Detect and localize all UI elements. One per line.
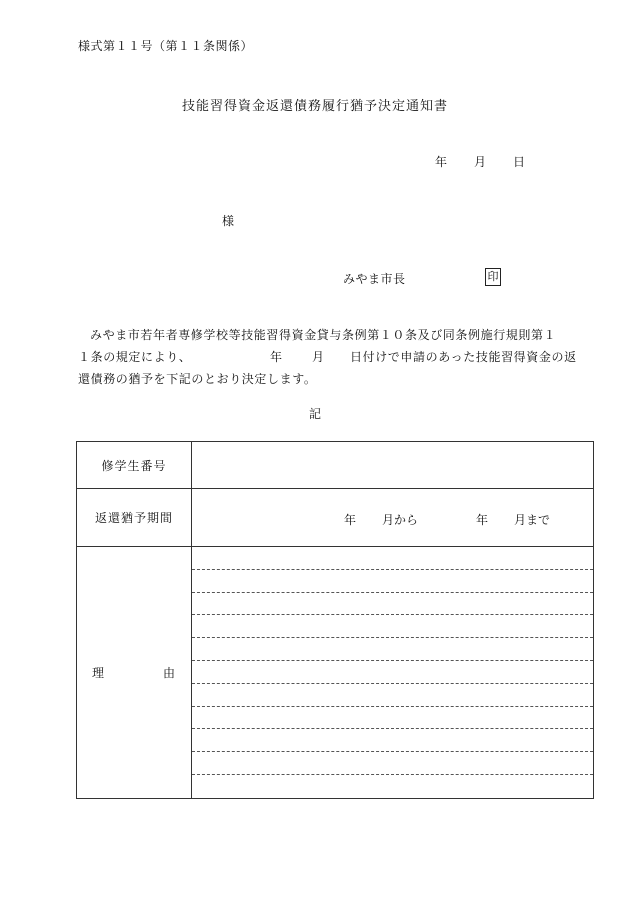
date-year-label: 年 <box>435 155 448 169</box>
body-line-2 <box>78 346 598 368</box>
body-line-2-start: １条の規定により、 <box>78 350 192 364</box>
reason-field[interactable] <box>192 547 594 799</box>
period-to-month: 月まで <box>514 513 551 527</box>
date-month-label: 月 <box>474 155 487 169</box>
student-number-label: 修学生番号 <box>77 442 192 489</box>
form-number: 様式第１１号（第１１条関係） <box>78 39 254 53</box>
period-from-month: 月から <box>382 513 419 527</box>
table-row-period <box>77 489 594 547</box>
body-line-3: 還債務の猶予を下記のとおり決定します。 <box>78 372 317 386</box>
body-paragraph <box>78 324 598 390</box>
addressee-suffix: 様 <box>222 214 235 228</box>
table-row-reason <box>77 547 594 799</box>
ruled-line <box>192 707 593 730</box>
issuer-name: みやま市長 <box>343 272 406 286</box>
body-line-1: みやま市若年者専修学校等技能習得資金貸与条例第１０条及び同条例施行規則第１ <box>90 328 557 342</box>
reason-label-char-2: 由 <box>163 666 177 680</box>
period-label: 返還猶予期間 <box>77 489 192 547</box>
reason-label <box>77 547 192 799</box>
ruled-line <box>192 615 593 638</box>
body-year-label: 年 <box>270 350 283 364</box>
details-table <box>76 441 594 799</box>
period-field[interactable] <box>192 489 594 547</box>
period-to-year: 年 <box>476 513 489 527</box>
ruled-line <box>192 684 593 707</box>
ruled-line <box>192 570 593 593</box>
period-from-year: 年 <box>344 513 357 527</box>
body-month-label: 月 <box>312 350 325 364</box>
seal-mark: 印 <box>485 268 501 286</box>
ruled-line <box>192 775 593 798</box>
ruled-line <box>192 593 593 616</box>
ki-heading: 記 <box>308 407 321 421</box>
body-line-2-end: 日付けで申請のあった技能習得資金の返 <box>350 350 577 364</box>
table-row-student-number <box>77 442 594 489</box>
reason-label-char-1: 理 <box>91 666 105 680</box>
student-number-field[interactable] <box>192 442 594 489</box>
reason-ruled-lines <box>192 547 593 798</box>
ruled-line <box>192 661 593 684</box>
date-day-label: 日 <box>513 155 526 169</box>
ruled-line <box>192 752 593 775</box>
ruled-line <box>192 638 593 661</box>
ruled-line <box>192 547 593 570</box>
document-title: 技能習得資金返還債務履行猶予決定通知書 <box>181 99 448 114</box>
ruled-line <box>192 729 593 752</box>
